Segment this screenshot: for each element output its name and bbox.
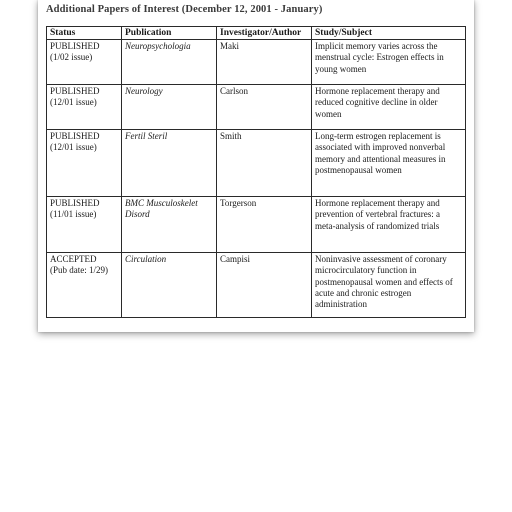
document-title: Additional Papers of Interest (December 12, 2001 - January) [46, 4, 323, 15]
status-cell [47, 130, 122, 197]
status-detail: (12/01 issue) [50, 142, 97, 153]
table-row [47, 130, 466, 197]
column-header-publication: Publication [122, 27, 217, 40]
investigator-cell: Campisi [217, 253, 312, 318]
table-header-row [47, 27, 466, 40]
publication-cell: Circulation [122, 253, 217, 318]
status-cell [47, 40, 122, 85]
investigator-cell: Smith [217, 130, 312, 197]
column-header-investigator: Investigator/Author [217, 27, 312, 40]
status-label: PUBLISHED [50, 86, 100, 97]
status-detail: (Pub date: 1/29) [50, 265, 108, 276]
status-label: PUBLISHED [50, 41, 100, 52]
status-cell [47, 85, 122, 130]
study-cell: Hormone replacement therapy and reduced cognitive decline in older women [312, 85, 466, 130]
status-label: PUBLISHED [50, 198, 100, 209]
investigator-cell: Carlson [217, 85, 312, 130]
status-label: ACCEPTED [50, 254, 97, 265]
table-row [47, 197, 466, 253]
column-header-status: Status [47, 27, 122, 40]
investigator-cell: Maki [217, 40, 312, 85]
study-cell: Long-term estrogen replacement is associated with improved nonverbal memory and attentional measures in postmenopausal women [312, 130, 466, 197]
table-row [47, 253, 466, 318]
study-cell: Noninvasive assessment of coronary microcirculatory function in postmenopausal women and effects of acute and chronic estrogen administration [312, 253, 466, 318]
status-detail: (11/01 issue) [50, 209, 97, 220]
table-row [47, 85, 466, 130]
study-cell: Hormone replacement therapy and prevention of vertebral fractures: a meta-analysis of randomized trials [312, 197, 466, 253]
status-cell [47, 197, 122, 253]
publication-cell: Fertil Steril [122, 130, 217, 197]
investigator-cell: Torgerson [217, 197, 312, 253]
study-cell: Implicit memory varies across the menstrual cycle: Estrogen effects in young women [312, 40, 466, 85]
publication-cell: BMC Musculoskelet Disord [122, 197, 217, 253]
column-header-study: Study/Subject [312, 27, 466, 40]
papers-table [46, 26, 466, 318]
table-row [47, 40, 466, 85]
publication-cell: Neuropsychologia [122, 40, 217, 85]
status-label: PUBLISHED [50, 131, 100, 142]
status-detail: (12/01 issue) [50, 97, 97, 108]
status-detail: (1/02 issue) [50, 52, 93, 63]
publication-cell: Neurology [122, 85, 217, 130]
status-cell [47, 253, 122, 318]
